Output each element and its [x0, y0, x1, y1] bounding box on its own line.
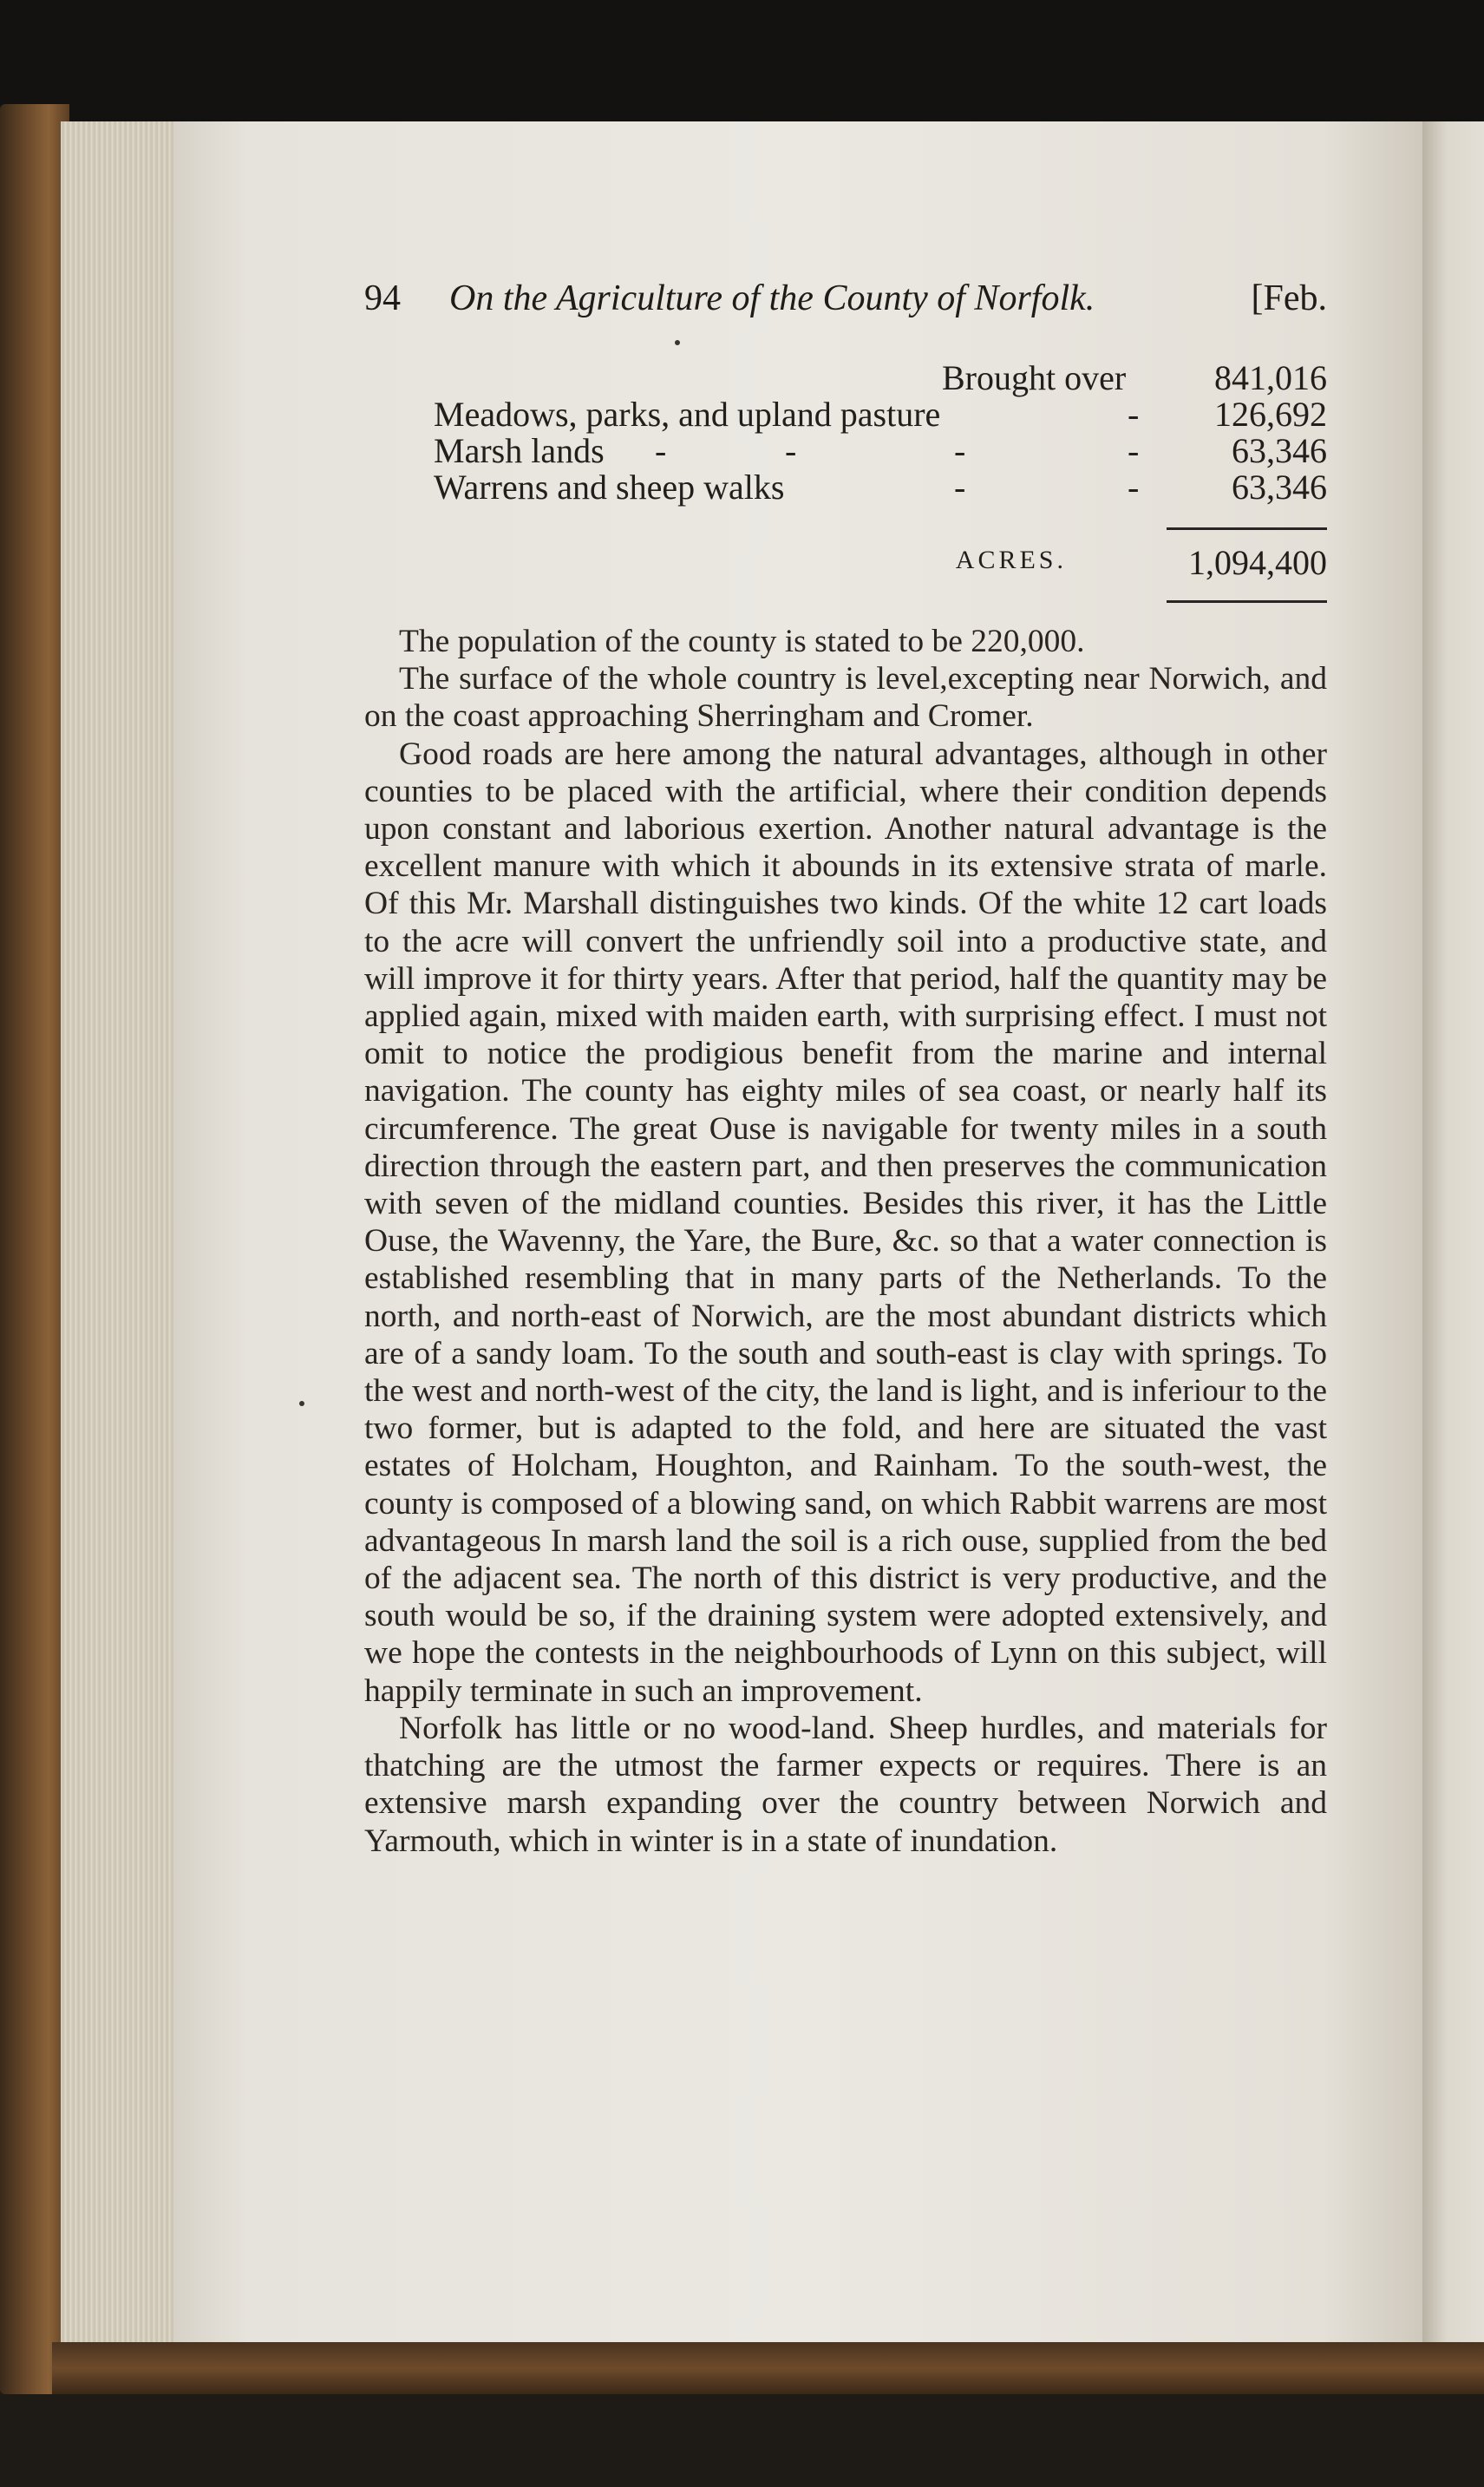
- paragraph: Norfolk has little or no wood-land. Sheep hurdles, and materials for thatching are the utmost the farmer expects or requires. There is an extensive marsh expanding over the country between Norwich and Yarmouth, which in winter is in a state of inundation.: [364, 1710, 1327, 1859]
- total-value: 1,094,400: [1188, 543, 1327, 582]
- dash-leader: -: [655, 431, 667, 470]
- paragraph: The population of the county is stated to be 220,000.: [399, 624, 1085, 659]
- acreage-row: [434, 430, 1327, 470]
- dash-leader: -: [785, 431, 797, 470]
- brought-over-label: Brought over: [942, 358, 1127, 397]
- ink-speck: [675, 340, 680, 345]
- acreage-table: [434, 357, 1327, 507]
- acreage-row-value: 63,346: [1232, 468, 1327, 507]
- brought-over-value: 841,016: [1214, 358, 1327, 397]
- acreage-row-label: Meadows, parks, and upland pasture: [434, 395, 941, 434]
- acreage-row: [434, 394, 1327, 434]
- book-cover-left: [0, 104, 69, 2394]
- acreage-total-row: [434, 542, 1327, 582]
- sum-rule: [1167, 527, 1327, 530]
- facing-page-edge: [1422, 121, 1484, 2359]
- total-label: ACRES.: [955, 546, 1067, 574]
- acreage-row-value: 63,346: [1232, 431, 1327, 470]
- dash-leader: -: [1128, 468, 1140, 507]
- acreage-row: [434, 467, 1327, 507]
- body-text: [364, 623, 1327, 1860]
- page-edges: [61, 121, 191, 2359]
- dash-leader: -: [954, 468, 966, 507]
- dash-leader: -: [1128, 431, 1140, 470]
- running-head: [364, 278, 1327, 330]
- brought-over-row: [434, 357, 1327, 397]
- running-title: On the Agriculture of the County of Norfolk.: [449, 278, 1095, 318]
- total-rule: [1167, 600, 1327, 603]
- paragraph: The surface of the whole country is level,excepting near Norwich, and on the coast approaching Sherringham and Cromer.: [364, 661, 1327, 735]
- paragraph: Good roads are here among the natural advantages, although in other counties to be placed with the artificial, where their condition depends upon constant and laborious exertion. Another natural advantage is the excellent manure with which it abounds in its extensive strata of marle. Of this Mr. Marshall distinguishes two kinds. Of the white 12 cart loads to the acre will convert the unfriendly soil into a productive state, and will improve it for thirty years. After that period, half the quantity may be applied again, mixed with maiden earth, with surprising effect. I must not omit to notice the prodigious benefit from the marine and internal navigation. The county has eighty miles of sea coast, or nearly half its circumference. The great Ouse is navigable for twenty miles in a south direction through the eastern part, and then preserves the communication with seven of the midland counties. Besides this river, it has the Little Ouse, the Wavenny, the Yare, the Bure, &c. so that a water connection is established resembling that in many parts of the Netherlands. To the north, and north-east of Norwich, are the most abundant districts which are of a sandy loam. To the south and south-east is clay with springs. To the west and north-west of the city, the land is light, and is inferiour to the two former, but is adapted to the fold, and here are situated the vast estates of Holcham, Houghton, and Rainham. To the south-west, the county is composed of a blowing sand, on which Rabbit warrens are most advantageous In marsh land the soil is a rich ouse, supplied from the bed of the adjacent sea. The north of this district is very productive, and the south would be so, if the draining system were adopted extensively, and we hope the contests in the neighbourhoods of Lynn on this subject, will happily terminate in such an improvement.: [364, 736, 1327, 1709]
- dash-leader: -: [954, 431, 966, 470]
- book-cover-bottom: [52, 2342, 1484, 2394]
- running-month: [Feb.: [1251, 278, 1327, 318]
- acreage-row-value: 126,692: [1214, 395, 1327, 434]
- ink-speck: [299, 1401, 304, 1406]
- acreage-row-label: Warrens and sheep walks: [434, 468, 785, 507]
- page-number: 94: [364, 278, 401, 318]
- dash-leader: -: [1128, 395, 1140, 434]
- acreage-row-label: Marsh lands: [434, 431, 605, 470]
